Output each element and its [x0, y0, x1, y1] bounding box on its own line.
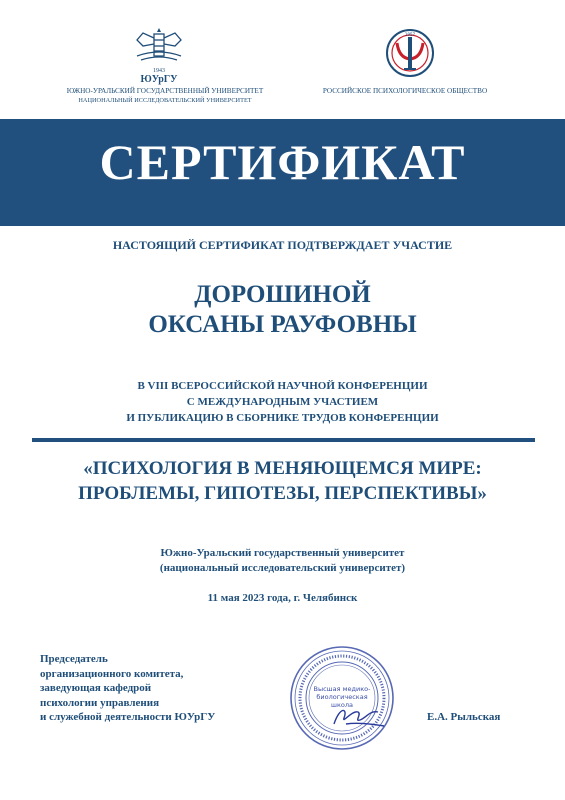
event-date: 11 мая 2023 года, г. Челябинск — [207, 592, 358, 604]
susu-emblem-icon — [133, 28, 185, 68]
susu-logo-abbr: ЮУрГУ — [140, 74, 178, 85]
right-org-name: РОССИЙСКОЕ ПСИХОЛОГИЧЕСКОЕ ОБЩЕСТВО — [322, 87, 488, 95]
chair-line1: Председатель — [40, 653, 108, 665]
conference-line1: В VIII ВСЕРОССИЙСКОЙ НАУЧНОЙ КОНФЕРЕНЦИИ — [137, 380, 428, 392]
left-org-name — [34, 87, 296, 105]
stamp-seal-icon — [288, 644, 396, 752]
rps-logo-year: 1957 — [404, 32, 416, 37]
venue — [0, 546, 565, 576]
venue-line1: Южно-Уральский государственный университет — [160, 547, 405, 559]
conference-theme — [0, 456, 565, 506]
theme-line2: ПРОБЛЕМЫ, ГИПОТЕЗЫ, ПЕРСПЕКТИВЫ» — [78, 483, 487, 504]
stamp-center-line3: школа — [331, 701, 353, 709]
rps-logo — [385, 28, 435, 78]
confirmation-text: НАСТОЯЩИЙ СЕРТИФИКАТ ПОДТВЕРЖДАЕТ УЧАСТИЕ — [112, 238, 453, 252]
recipient-name-line1: ДОРОШИНОЙ — [194, 281, 371, 308]
recipient-name — [0, 280, 565, 340]
recipient-name-line2: ОКСАНЫ РАУФОВНЫ — [148, 311, 417, 338]
stamp-center-line2: биологическая — [316, 693, 368, 701]
theme-line1: «ПСИХОЛОГИЯ В МЕНЯЮЩЕМСЯ МИРЕ: — [83, 458, 482, 479]
chair-line3: заведующая кафедрой — [40, 682, 152, 694]
conference-line3: И ПУБЛИКАЦИЮ В СБОРНИКЕ ТРУДОВ КОНФЕРЕНЦИИ — [126, 412, 439, 424]
left-org-line1: ЮЖНО-УРАЛЬСКИЙ ГОСУДАРСТВЕННЫЙ УНИВЕРСИТЕТ — [66, 87, 264, 95]
certificate-title: СЕРТИФИКАТ — [99, 134, 466, 190]
chair-line4: психологии управления — [40, 696, 160, 709]
stamp-center-line1: Высшая медико- — [313, 685, 371, 693]
official-stamp — [288, 644, 396, 752]
signer-name: Е.А. Рыльская — [427, 711, 501, 723]
susu-logo — [133, 28, 185, 85]
conference-line2: С МЕЖДУНАРОДНЫМ УЧАСТИЕМ — [186, 396, 379, 408]
susu-logo-year: 1943 — [153, 68, 165, 74]
venue-line2: (национальный исследовательский университет) — [159, 562, 406, 574]
left-org-line2: НАЦИОНАЛЬНЫЙ ИССЛЕДОВАТЕЛЬСКИЙ УНИВЕРСИТЕТ — [78, 97, 252, 104]
chair-line2: организационного комитета, — [40, 667, 184, 680]
susu-logo-text — [129, 68, 189, 85]
signature-icon — [334, 710, 384, 726]
chair-title — [40, 652, 300, 725]
psi-emblem-icon — [385, 28, 435, 78]
divider-rule — [32, 438, 535, 442]
conference-description — [0, 378, 565, 426]
chair-line5: и служебной деятельности ЮУрГУ — [40, 711, 216, 723]
